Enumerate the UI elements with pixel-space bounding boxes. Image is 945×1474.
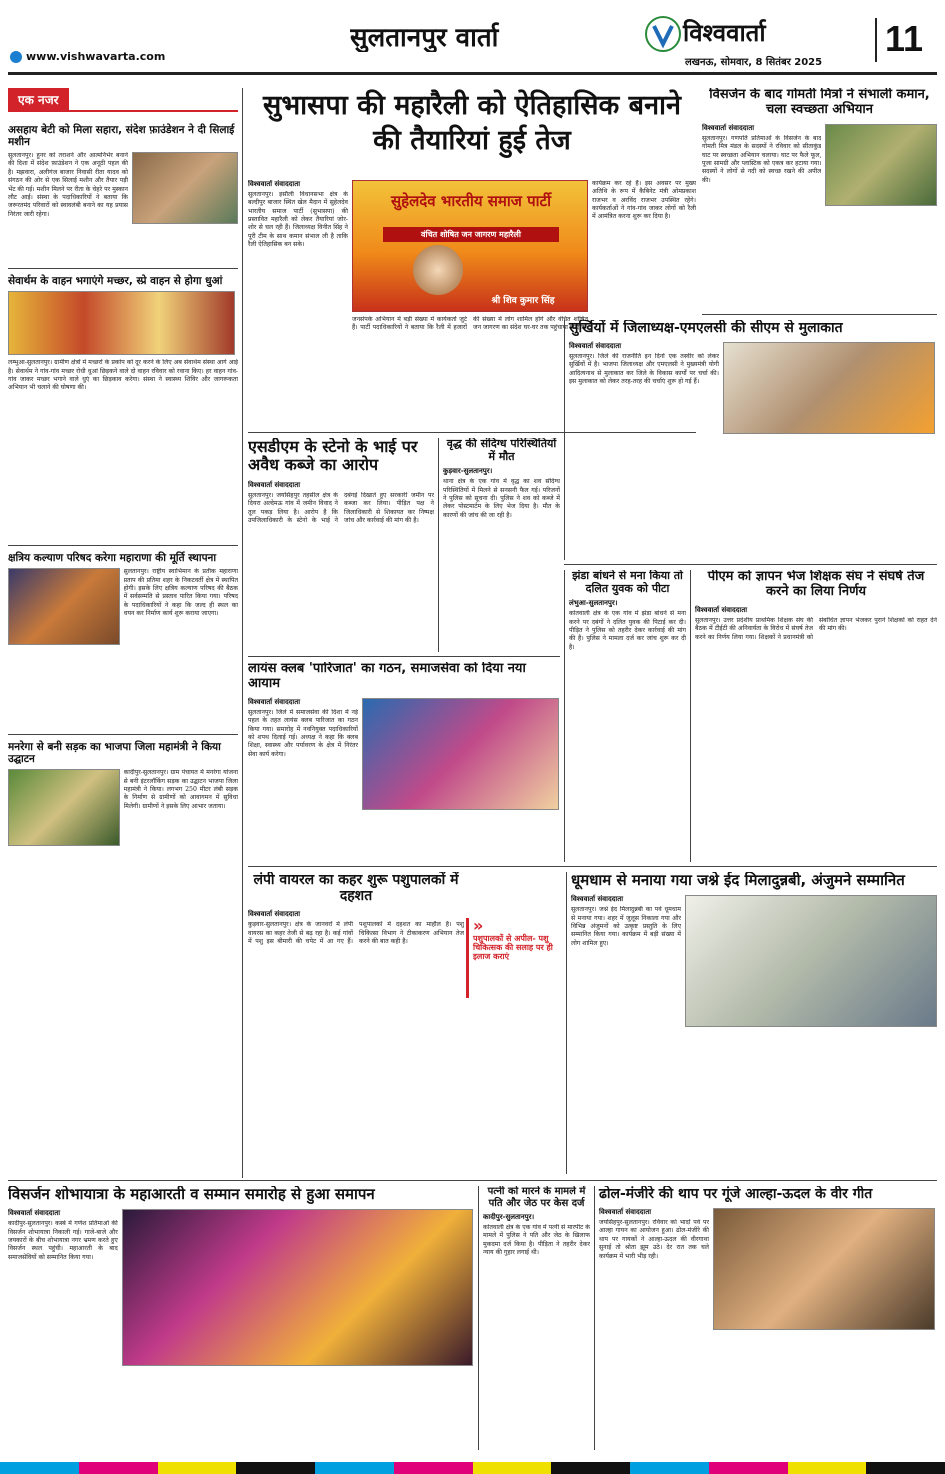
story-4-text: कादीपुर-सुलतानपुर। ग्राम पंचायत में मनरेगा योजना से बनी इंटरलॉकिंग सड़क का उद्घाटन भाजपा जिला महामंत्री ने किया। लगभग 250 मीटर लंबी सड़क के निर्माण से ग्रामीणों को आवागमन में सुविधा मिलेगी। ग्रामीणों ने इसके लिए आभार जताया। (123, 769, 238, 810)
gomti-byline: विश्ववार्ता संवाददाता (702, 123, 755, 132)
globe-icon (10, 51, 22, 63)
story-1-headline: असहाय बेटी को मिला सहारा, संदेश फ़ाउंडेशन ने दी सिलाई मशीन (8, 124, 235, 149)
alha-text: जयसिंहपुर-सुलतानपुर। रविवार को भादों पर्व पर आल्हा गायन का आयोजन हुआ। ढोल-मंजीरे की थाप पर गायकों ने आल्हा-ऊदल की वीरगाथा सुनाई तो श्रोता झूम उठे। देर रात तक चले कार्यक्रम में भारी भीड़ रही। (599, 1219, 709, 1260)
lions-text: सुलतानपुर। जिले में समाजसेवा की दिशा में नई पहल के तहत लायंस क्लब पारिजात का गठन किया गया। समारोह में नवनियुक्त पदाधिकारियों को शपथ दिलाई गई। अध्यक्ष ने कहा कि क्लब शिक्षा, स्वास्थ्य और पर्यावरण के क्षेत्र में निरंतर सेवा कार्य करेगा। (248, 708, 358, 758)
banner-party-name: सुहेलदेव भारतीय समाज पार्टी (391, 192, 551, 210)
masthead (0, 0, 945, 78)
dalit-story (564, 570, 686, 862)
alha-byline: विश्ववार्ता संवाददाता (599, 1208, 652, 1217)
visarjan-byline: विश्ववार्ता संवाददाता (8, 1209, 61, 1218)
wife-text: कोतवाली क्षेत्र के एक गांव में पत्नी से मारपीट के मामले में पुलिस ने पति और जेठ के खिलाफ मुकदमा दर्ज किया है। पीड़िता ने तहरीर देकर न्याय की गुहार लगाई थी। (483, 1224, 590, 1257)
viral-text: कुड़वार-सुलतानपुर। क्षेत्र के जानवरों में लंपी वायरस का कहर तेजी से बढ़ रहा है। कई गांवों में पशु इस बीमारी की चपेट में आ गए हैं। पशुपालकों में दहशत का माहौल है। पशु चिकित्सा विभाग ने टीकाकरण अभियान तेज करने की बात कही है। (248, 921, 464, 945)
elder-text: थाना क्षेत्र के एक गांव में वृद्ध का शव संदिग्ध परिस्थितियों में मिलने से सनसनी फैल गई। परिजनों ने पुलिस को सूचना दी। पुलिस ने शव को कब्जे में लेकर पोस्टमार्टम के लिए भेज दिया है। मौत के कारणों की जांच की जा रही है। (443, 478, 560, 519)
elder-story (438, 438, 560, 652)
eid-byline: विश्ववार्ता संवाददाता (571, 895, 624, 904)
pm-story (690, 570, 937, 862)
story-4-photo (8, 769, 120, 846)
ek-nazar-story-3 (8, 552, 238, 728)
gomti-story (702, 88, 937, 310)
quote-icon: » (473, 918, 484, 935)
lead-text-3: जनसंपर्क अभियान में बड़ी संख्या में कार्यकर्ता जुटे हैं। पार्टी पदाधिकारियों ने बताया कि रैली में हजारों की संख्या में लोग शामिल होंगे और वंचित शोषित जन जागरण का संदेश घर-घर तक पहुंचाया जाएगा। (352, 316, 588, 332)
alha-story (594, 1186, 937, 1450)
eid-story (566, 872, 937, 1174)
story-4-headline: मनरेगा से बनी सड़क का भाजपा जिला महामंत्री ने किया उद्घाटन (8, 741, 221, 766)
elder-byline: कुड़वार-सुलतानपुर। (443, 467, 493, 476)
ek-nazar-tag: एक नजर (8, 88, 69, 111)
story-3-headline: क्षत्रिय कल्याण परिषद करेगा महाराणा की मूर्ति स्थापना (8, 552, 217, 565)
sdm-byline: विश्ववार्ता संवाददाता (248, 480, 301, 489)
wife-byline: कादीपुर-सुलतानपुर। (483, 1213, 535, 1221)
website-link[interactable]: www.vishwavarta.com (10, 50, 270, 68)
logo-text: विश्ववार्ता (683, 19, 766, 47)
lions-byline: विश्ववार्ता संवाददाता (248, 697, 301, 706)
story-1-photo (132, 152, 238, 224)
v-logo-icon (645, 16, 681, 52)
story-2-text: लम्भुआ-सुलतानपुर। ग्रामीण क्षेत्रों में मच्छरों के प्रकोप को दूर करने के लिए अब सेवार्थम संस्था आगे आई है। सेवार्थम ने गांव-गांव मच्छर रोधी धुआं छिड़कने वाले दो वाहन रविवार को रवाना किए। हर वाहन गांव-गांव जाकर मच्छर भगाने वाले धुएं का छिड़काव करेगा। संस्था ने स्वास्थ्य शिविर और जागरूकता अभियान भी चलाने की घोषणा की। (8, 359, 238, 392)
dalit-text: कोतवाली क्षेत्र के एक गांव में झंडा बांधने से मना करने पर दबंगों ने दलित युवक की पिटाई कर दी। पीड़ित ने पुलिस को तहरीर देकर कार्रवाई की मांग की है। पुलिस ने मामला दर्ज कर जांच शुरू कर दी है। (569, 610, 686, 651)
ek-nazar-story-1 (8, 124, 238, 262)
eid-text: सुलतानपुर। जश्ने ईद मिलादुन्नबी का पर्व धूमधाम से मनाया गया। शहर में जुलूस निकाला गया और विभिन्न अंजुमनों को उत्कृष्ट प्रस्तुति के लिए सम्मानित किया गया। कार्यक्रम में बड़ी संख्या में लोग शामिल हुए। (571, 906, 681, 947)
ek-nazar-story-4 (8, 741, 238, 939)
ek-nazar-story-2 (8, 275, 238, 539)
viral-story (248, 872, 464, 1174)
masthead-rule (8, 72, 937, 75)
story-1-text: सुलतानपुर। हुनर को तराशने और आत्मनिर्भर बनाने की दिशा में संदेश फ़ाउंडेशन ने एक अनूठी पहल की है। मझवारा, अलीगंज बाजार निवासी रीता यादव को संगठन की ओर से एक सिलाई मशीन और तैयार पड़ी भेंट की गई। मशीन मिलने पर रीता के चेहरे पर मुस्कान लौट आई। संस्था के पदाधिकारियों ने बताया कि जरूरतमंद परिवारों को स्वावलंबी बनाने का यह प्रयास निरंतर जारी रहेगा। (8, 152, 128, 218)
lead-headline: सुभासपा की महारैली को ऐतिहासिक बनाने की तैयारियां हुई तेज (262, 90, 682, 157)
lions-photo (362, 698, 559, 810)
story-3-text: सुलतानपुर। राष्ट्रीय स्वाभिमान के प्रतीक महाराणा प्रताप की प्रतिमा शहर के निकटवर्ती क्षेत्र में स्थापित होगी। इसके लिए क्षत्रिय कल्याण परिषद की बैठक में सर्वसम्मति से प्रस्ताव पारित किया गया। परिषद के पदाधिकारियों ने कहा कि जल्द ही स्थल का चयन कर निर्माण कार्य शुरू कराया जाएगा। (123, 568, 238, 618)
dalit-byline: लंभुआ-सुलतानपुर। (569, 599, 618, 608)
logo (645, 10, 860, 70)
visarjan-headline: विसर्जन शोभायात्रा के महाआरती व सम्मान समारोह से हुआ समापन (8, 1186, 375, 1203)
sdm-text: सुलतानपुर। जयसिंहपुर तहसील क्षेत्र के दियरा अल्देमऊ गांव में जमीन विवाद ने तूल पकड़ लिया है। आरोप है कि उपजिलाधिकारी के स्टेनो के भाई ने दबंगई दिखाते हुए सरकारी जमीन पर कब्जा कर लिया। पीड़ित पक्ष ने जिलाधिकारी से शिकायत कर निष्पक्ष जांच और कार्रवाई की मांग की है। (248, 491, 434, 524)
lead-text-2: कार्यक्रम कर रहे हैं। इस अवसर पर मुख्य अतिथि के रूप में कैबिनेट मंत्री ओमप्रकाश राजभर व अरविंद राजभर उपस्थित रहेंगे। कार्यकर्ताओं ने गांव-गांव जाकर लोगों को रैली में आमंत्रित करना शुरू कर दिया है। (592, 180, 696, 221)
sdm-headline: एसडीएम के स्टेनो के भाई पर अवैध कब्जे का आरोप (248, 438, 418, 475)
column-divider (242, 88, 243, 1178)
eid-photo (685, 895, 937, 1027)
dm-story (564, 320, 937, 560)
story-2-photo (8, 291, 235, 355)
pm-byline: विश्ववार्ता संवाददाता (695, 605, 748, 614)
ek-nazar-column (8, 88, 238, 1178)
dalit-headline: झंडा बांधने से मना किया तो दलित युवक को पीटा (572, 570, 683, 595)
banner-slogan: वंचित शोषित जन जागरण महारैली (383, 227, 559, 242)
masthead-title: सुलतानपुर वार्ता (350, 23, 499, 52)
visarjan-photo (122, 1209, 473, 1366)
visarjan-story (8, 1186, 473, 1450)
gomti-text: सुलतानपुर। गणपति प्रतिमाओं के विसर्जन के बाद गोमती मित्र मंडल के सदस्यों ने रविवार को सीताकुंड घाट पर स्वच्छता अभियान चलाया। घाट पर फैले फूल, पूजा सामग्री और प्लास्टिक को एकत्र कर हटाया गया। सदस्यों ने लोगों से नदी को स्वच्छ रखने की अपील की। (702, 134, 822, 184)
alha-photo (713, 1208, 935, 1330)
page-number: 11 (875, 18, 935, 62)
dm-byline: विश्ववार्ता संवाददाता (569, 342, 622, 351)
gomti-photo (825, 124, 937, 206)
wife-story (478, 1186, 590, 1450)
sdm-story (248, 438, 434, 652)
lead-byline: विश्ववार्ता संवाददाता (248, 180, 301, 188)
story-3-photo (8, 568, 120, 645)
pm-headline: पीएम को ज्ञापन भेज शिक्षक संघ ने संघर्ष तेज करने का लिया निर्णय (707, 570, 925, 599)
pm-text: सुलतानपुर। उत्तर प्रदेशीय प्राथमिक शिक्षक संघ की बैठक में टीईटी की अनिवार्यता के विरोध में संघर्ष तेज करने का निर्णय लिया गया। शिक्षकों ने प्रधानमंत्री को संबोधित ज्ञापन भेजकर पुराने शिक्षकों को राहत देने की मांग की। (695, 616, 937, 641)
viral-headline: लंपी वायरल का कहर शुरू पशुपालकों में दहशत (253, 872, 459, 905)
visarjan-text: कादीपुर-सुलतानपुर। कस्बे में गणेश प्रतिमाओं की विसर्जन शोभायात्रा निकाली गई। गाजे-बाजे और जयकारों के बीच शोभायात्रा नगर भ्रमण करते हुए विसर्जन स्थल पहुंची। महाआरती के बाद समाजसेवियों को सम्मानित किया गया। (8, 1220, 118, 1261)
elder-headline: वृद्ध की संदिग्ध परिस्थितियों में मौत (446, 438, 557, 463)
dm-text: सुलतानपुर। जिले की राजनीति इन दिनों एक तस्वीर को लेकर सुर्खियों में है। भाजपा जिलाध्यक्ष और एमएलसी ने मुख्यमंत्री योगी आदित्यनाथ से मुलाकात कर जिले के विकास कार्यों पर चर्चा की। इस मुलाकात को लेकर तरह-तरह की चर्चाएं शुरू हो गई हैं। (569, 353, 719, 386)
dm-headline: सुर्खियों में जिलाध्यक्ष-एमएलसी की सीएम से मुलाकात (569, 320, 843, 336)
viral-byline: विश्ववार्ता संवाददाता (248, 910, 301, 919)
gomti-headline: विसर्जन के बाद गोमती मित्रों ने संभाली कमान, चला स्वच्छता अभियान (709, 88, 930, 117)
lead-text-1: सुलतानपुर। इसौली विधानसभा क्षेत्र के बल्दीपुर बाजार स्थित खेल मैदान में सुहेलदेव भारतीय समाज पार्टी (सुभासपा) की प्रस्तावित महारैली को लेकर तैयारियां जोर-शोर से चल रही हैं। जिलाध्यक्ष विनीत सिंह ने पूरी टीम के साथ कमान संभाल ली है ताकि रैली ऐतिहासिक बन सके। (248, 191, 348, 249)
viral-pull-quote: » पशुपालकों से अपील- पशु चिकित्सक की सलाह पर ही इलाज कराएं (466, 918, 562, 998)
story-2-headline: सेवार्थम के वाहन भगाएंगे मच्छर, स्प्रे वाहन से होगा धुआं (8, 275, 223, 288)
banner-name: श्री शिव कुमार सिंह (491, 296, 555, 306)
printer-color-bar (0, 1462, 945, 1474)
alha-headline: ढोल-मंजीरे की थाप पर गूंजे आल्हा-ऊदल के वीर गीत (599, 1186, 873, 1202)
banner-leader-photo (413, 245, 463, 295)
lions-headline: लायंस क्लब 'पारिजात' का गठन, समाजसेवा को दिया नया आयाम (248, 662, 526, 691)
lions-story (248, 662, 560, 862)
dateline: लखनऊ, सोमवार, 8 सितंबर 2025 (685, 57, 823, 68)
wife-headline: पत्नी को मारने के मामले में पति और जेठ पर केस दर्ज (487, 1186, 586, 1209)
dm-photo (723, 342, 935, 434)
eid-headline: धूमधाम से मनाया गया जश्ने ईद मिलादुन्नबी, अंजुमने सम्मानित (571, 872, 905, 889)
lead-banner (352, 180, 588, 312)
